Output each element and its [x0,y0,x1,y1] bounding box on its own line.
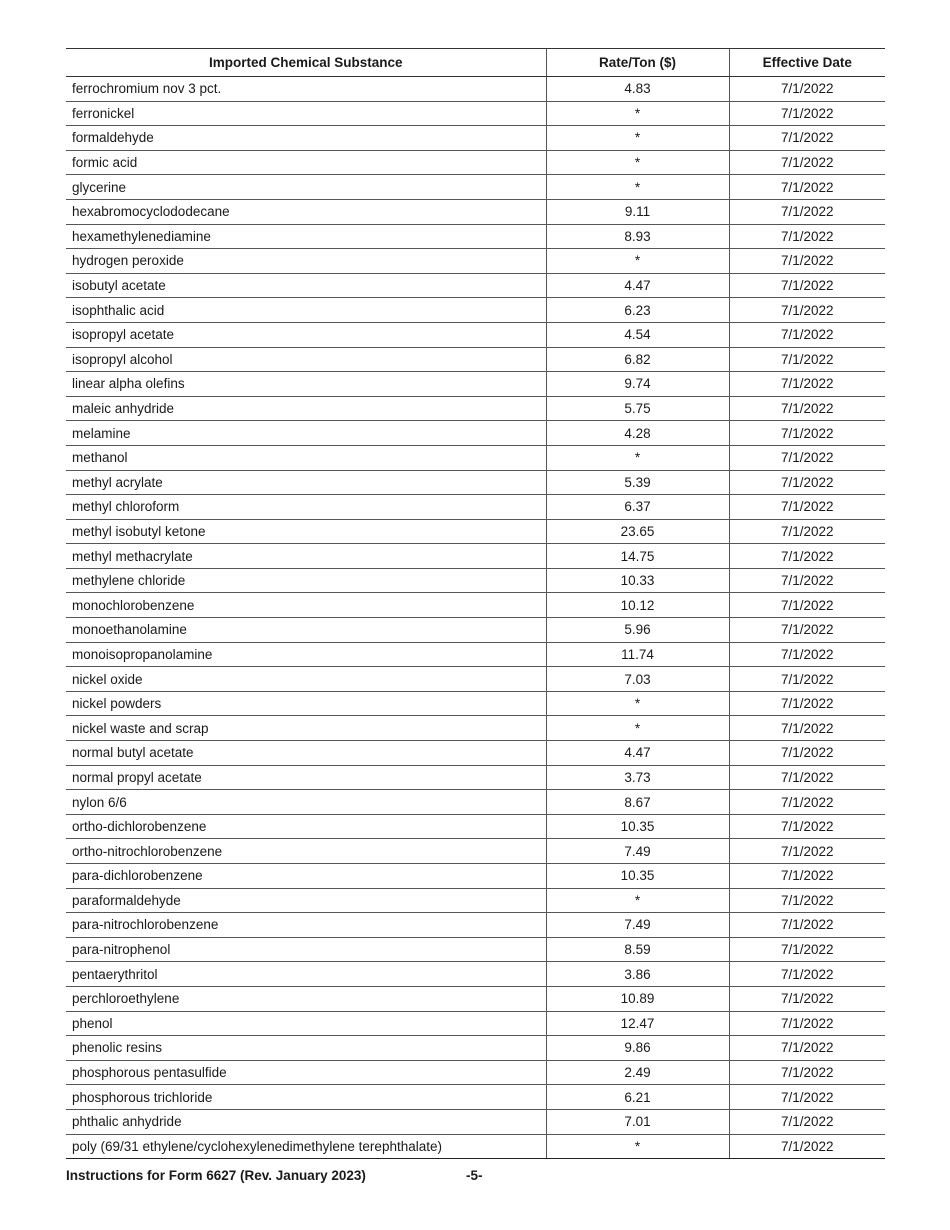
effective-date-cell: 7/1/2022 [729,691,885,716]
substance-cell: phthalic anhydride [66,1109,546,1134]
effective-date-cell: 7/1/2022 [729,642,885,667]
substance-cell: nickel waste and scrap [66,716,546,741]
effective-date-cell: 7/1/2022 [729,1060,885,1085]
rate-cell: 4.47 [546,741,729,766]
effective-date-cell: 7/1/2022 [729,298,885,323]
table-row [66,519,885,544]
substance-cell: phosphorous pentasulfide [66,1060,546,1085]
substance-cell: isophthalic acid [66,298,546,323]
effective-date-cell: 7/1/2022 [729,150,885,175]
effective-date-cell: 7/1/2022 [729,445,885,470]
effective-date-cell: 7/1/2022 [729,249,885,274]
rate-cell: 10.35 [546,864,729,889]
table-row [66,618,885,643]
rate-cell: * [546,126,729,151]
header-effective-date: Effective Date [729,49,885,77]
effective-date-cell: 7/1/2022 [729,765,885,790]
substance-cell: pentaerythritol [66,962,546,987]
table-row [66,716,885,741]
substance-cell: para-dichlorobenzene [66,864,546,889]
table-row [66,937,885,962]
effective-date-cell: 7/1/2022 [729,544,885,569]
table-row [66,372,885,397]
table-row [66,77,885,102]
substance-cell: ferronickel [66,101,546,126]
effective-date-cell: 7/1/2022 [729,1036,885,1061]
rate-cell: 10.12 [546,593,729,618]
substance-cell: poly (69/31 ethylene/cyclohexylenedimethylene terephthalate) [66,1134,546,1159]
rate-cell: 10.89 [546,986,729,1011]
substance-cell: monochlorobenzene [66,593,546,618]
effective-date-cell: 7/1/2022 [729,495,885,520]
substance-cell: para-nitrochlorobenzene [66,913,546,938]
rate-cell: 9.11 [546,199,729,224]
header-substance: Imported Chemical Substance [66,49,546,77]
table-row [66,445,885,470]
table-row [66,568,885,593]
header-rate: Rate/Ton ($) [546,49,729,77]
substance-cell: isopropyl acetate [66,322,546,347]
substance-cell: methylene chloride [66,568,546,593]
rate-cell: * [546,101,729,126]
effective-date-cell: 7/1/2022 [729,1109,885,1134]
substance-cell: ortho-dichlorobenzene [66,814,546,839]
rate-cell: * [546,175,729,200]
table-row [66,667,885,692]
rate-cell: * [546,445,729,470]
substance-cell: methyl acrylate [66,470,546,495]
rate-cell: 10.35 [546,814,729,839]
effective-date-cell: 7/1/2022 [729,77,885,102]
substance-cell: isopropyl alcohol [66,347,546,372]
rate-cell: 8.67 [546,790,729,815]
substance-cell: methanol [66,445,546,470]
effective-date-cell: 7/1/2022 [729,396,885,421]
table-row [66,544,885,569]
rate-cell: 7.03 [546,667,729,692]
substance-cell: ferrochromium nov 3 pct. [66,77,546,102]
table-row [66,691,885,716]
effective-date-cell: 7/1/2022 [729,667,885,692]
table-row [66,150,885,175]
substance-cell: monoisopropanolamine [66,642,546,667]
effective-date-cell: 7/1/2022 [729,790,885,815]
rate-cell: * [546,888,729,913]
effective-date-cell: 7/1/2022 [729,199,885,224]
table-row [66,864,885,889]
table-row [66,593,885,618]
effective-date-cell: 7/1/2022 [729,937,885,962]
table-row [66,175,885,200]
substance-cell: methyl isobutyl ketone [66,519,546,544]
rate-cell: 3.73 [546,765,729,790]
effective-date-cell: 7/1/2022 [729,273,885,298]
effective-date-cell: 7/1/2022 [729,839,885,864]
substance-cell: para-nitrophenol [66,937,546,962]
table-row [66,962,885,987]
rate-cell: 7.49 [546,913,729,938]
table-row [66,1036,885,1061]
effective-date-cell: 7/1/2022 [729,888,885,913]
effective-date-cell: 7/1/2022 [729,986,885,1011]
rate-cell: 10.33 [546,568,729,593]
effective-date-cell: 7/1/2022 [729,618,885,643]
rate-cell: 9.74 [546,372,729,397]
rate-cell: 23.65 [546,519,729,544]
substance-cell: formic acid [66,150,546,175]
effective-date-cell: 7/1/2022 [729,913,885,938]
table-row [66,470,885,495]
table-header [66,49,885,77]
substance-cell: methyl chloroform [66,495,546,520]
rate-cell: * [546,716,729,741]
rate-cell: 4.47 [546,273,729,298]
rate-cell: 2.49 [546,1060,729,1085]
table-row [66,741,885,766]
effective-date-cell: 7/1/2022 [729,175,885,200]
table-row [66,224,885,249]
substance-cell: maleic anhydride [66,396,546,421]
substance-cell: hydrogen peroxide [66,249,546,274]
table-row [66,913,885,938]
rate-cell: 8.93 [546,224,729,249]
effective-date-cell: 7/1/2022 [729,1085,885,1110]
footer-page-number: -5- [466,1168,483,1183]
rate-cell: * [546,249,729,274]
table-row [66,1085,885,1110]
rate-cell: * [546,691,729,716]
effective-date-cell: 7/1/2022 [729,864,885,889]
table-row [66,249,885,274]
rate-cell: 6.21 [546,1085,729,1110]
effective-date-cell: 7/1/2022 [729,126,885,151]
table-row [66,273,885,298]
table-row [66,101,885,126]
table-row [66,1060,885,1085]
effective-date-cell: 7/1/2022 [729,1011,885,1036]
table-row [66,642,885,667]
effective-date-cell: 7/1/2022 [729,101,885,126]
substance-cell: normal propyl acetate [66,765,546,790]
substance-cell: perchloroethylene [66,986,546,1011]
substance-cell: phosphorous trichloride [66,1085,546,1110]
rate-cell: 6.82 [546,347,729,372]
effective-date-cell: 7/1/2022 [729,741,885,766]
table-row [66,322,885,347]
rate-cell: 8.59 [546,937,729,962]
table-row [66,1134,885,1159]
rate-cell: * [546,1134,729,1159]
substance-cell: nickel powders [66,691,546,716]
chemical-rates-table [66,48,885,1159]
rate-cell: * [546,150,729,175]
header-row [66,49,885,77]
table-row [66,839,885,864]
rate-cell: 4.28 [546,421,729,446]
table-row [66,199,885,224]
table-row [66,396,885,421]
rate-cell: 11.74 [546,642,729,667]
substance-cell: ortho-nitrochlorobenzene [66,839,546,864]
substance-cell: hexamethylenediamine [66,224,546,249]
rate-cell: 6.37 [546,495,729,520]
table-row [66,888,885,913]
table-body [66,77,885,1159]
rate-cell: 6.23 [546,298,729,323]
effective-date-cell: 7/1/2022 [729,962,885,987]
rate-cell: 7.01 [546,1109,729,1134]
rate-cell: 7.49 [546,839,729,864]
table-row [66,347,885,372]
table-row [66,765,885,790]
table-row [66,1109,885,1134]
substance-cell: monoethanolamine [66,618,546,643]
substance-cell: methyl methacrylate [66,544,546,569]
effective-date-cell: 7/1/2022 [729,716,885,741]
effective-date-cell: 7/1/2022 [729,470,885,495]
substance-cell: phenol [66,1011,546,1036]
effective-date-cell: 7/1/2022 [729,421,885,446]
effective-date-cell: 7/1/2022 [729,347,885,372]
effective-date-cell: 7/1/2022 [729,322,885,347]
table-row [66,790,885,815]
rate-cell: 14.75 [546,544,729,569]
rate-cell: 4.83 [546,77,729,102]
effective-date-cell: 7/1/2022 [729,568,885,593]
table-row [66,495,885,520]
table-row [66,814,885,839]
effective-date-cell: 7/1/2022 [729,593,885,618]
rate-cell: 5.96 [546,618,729,643]
effective-date-cell: 7/1/2022 [729,814,885,839]
footer-form-title: Instructions for Form 6627 (Rev. January 2023) [66,1168,366,1183]
effective-date-cell: 7/1/2022 [729,224,885,249]
substance-cell: nylon 6/6 [66,790,546,815]
substance-cell: glycerine [66,175,546,200]
effective-date-cell: 7/1/2022 [729,372,885,397]
table-row [66,421,885,446]
substance-cell: formaldehyde [66,126,546,151]
rate-cell: 3.86 [546,962,729,987]
substance-cell: isobutyl acetate [66,273,546,298]
substance-cell: nickel oxide [66,667,546,692]
substance-cell: paraformaldehyde [66,888,546,913]
effective-date-cell: 7/1/2022 [729,519,885,544]
substance-cell: phenolic resins [66,1036,546,1061]
rate-cell: 9.86 [546,1036,729,1061]
substance-cell: linear alpha olefins [66,372,546,397]
rate-cell: 5.75 [546,396,729,421]
rate-cell: 12.47 [546,1011,729,1036]
substance-cell: hexabromocyclododecane [66,199,546,224]
substance-cell: melamine [66,421,546,446]
effective-date-cell: 7/1/2022 [729,1134,885,1159]
rate-cell: 5.39 [546,470,729,495]
table-row [66,1011,885,1036]
substance-cell: normal butyl acetate [66,741,546,766]
rate-cell: 4.54 [546,322,729,347]
table-row [66,298,885,323]
table-row [66,126,885,151]
table-row [66,986,885,1011]
